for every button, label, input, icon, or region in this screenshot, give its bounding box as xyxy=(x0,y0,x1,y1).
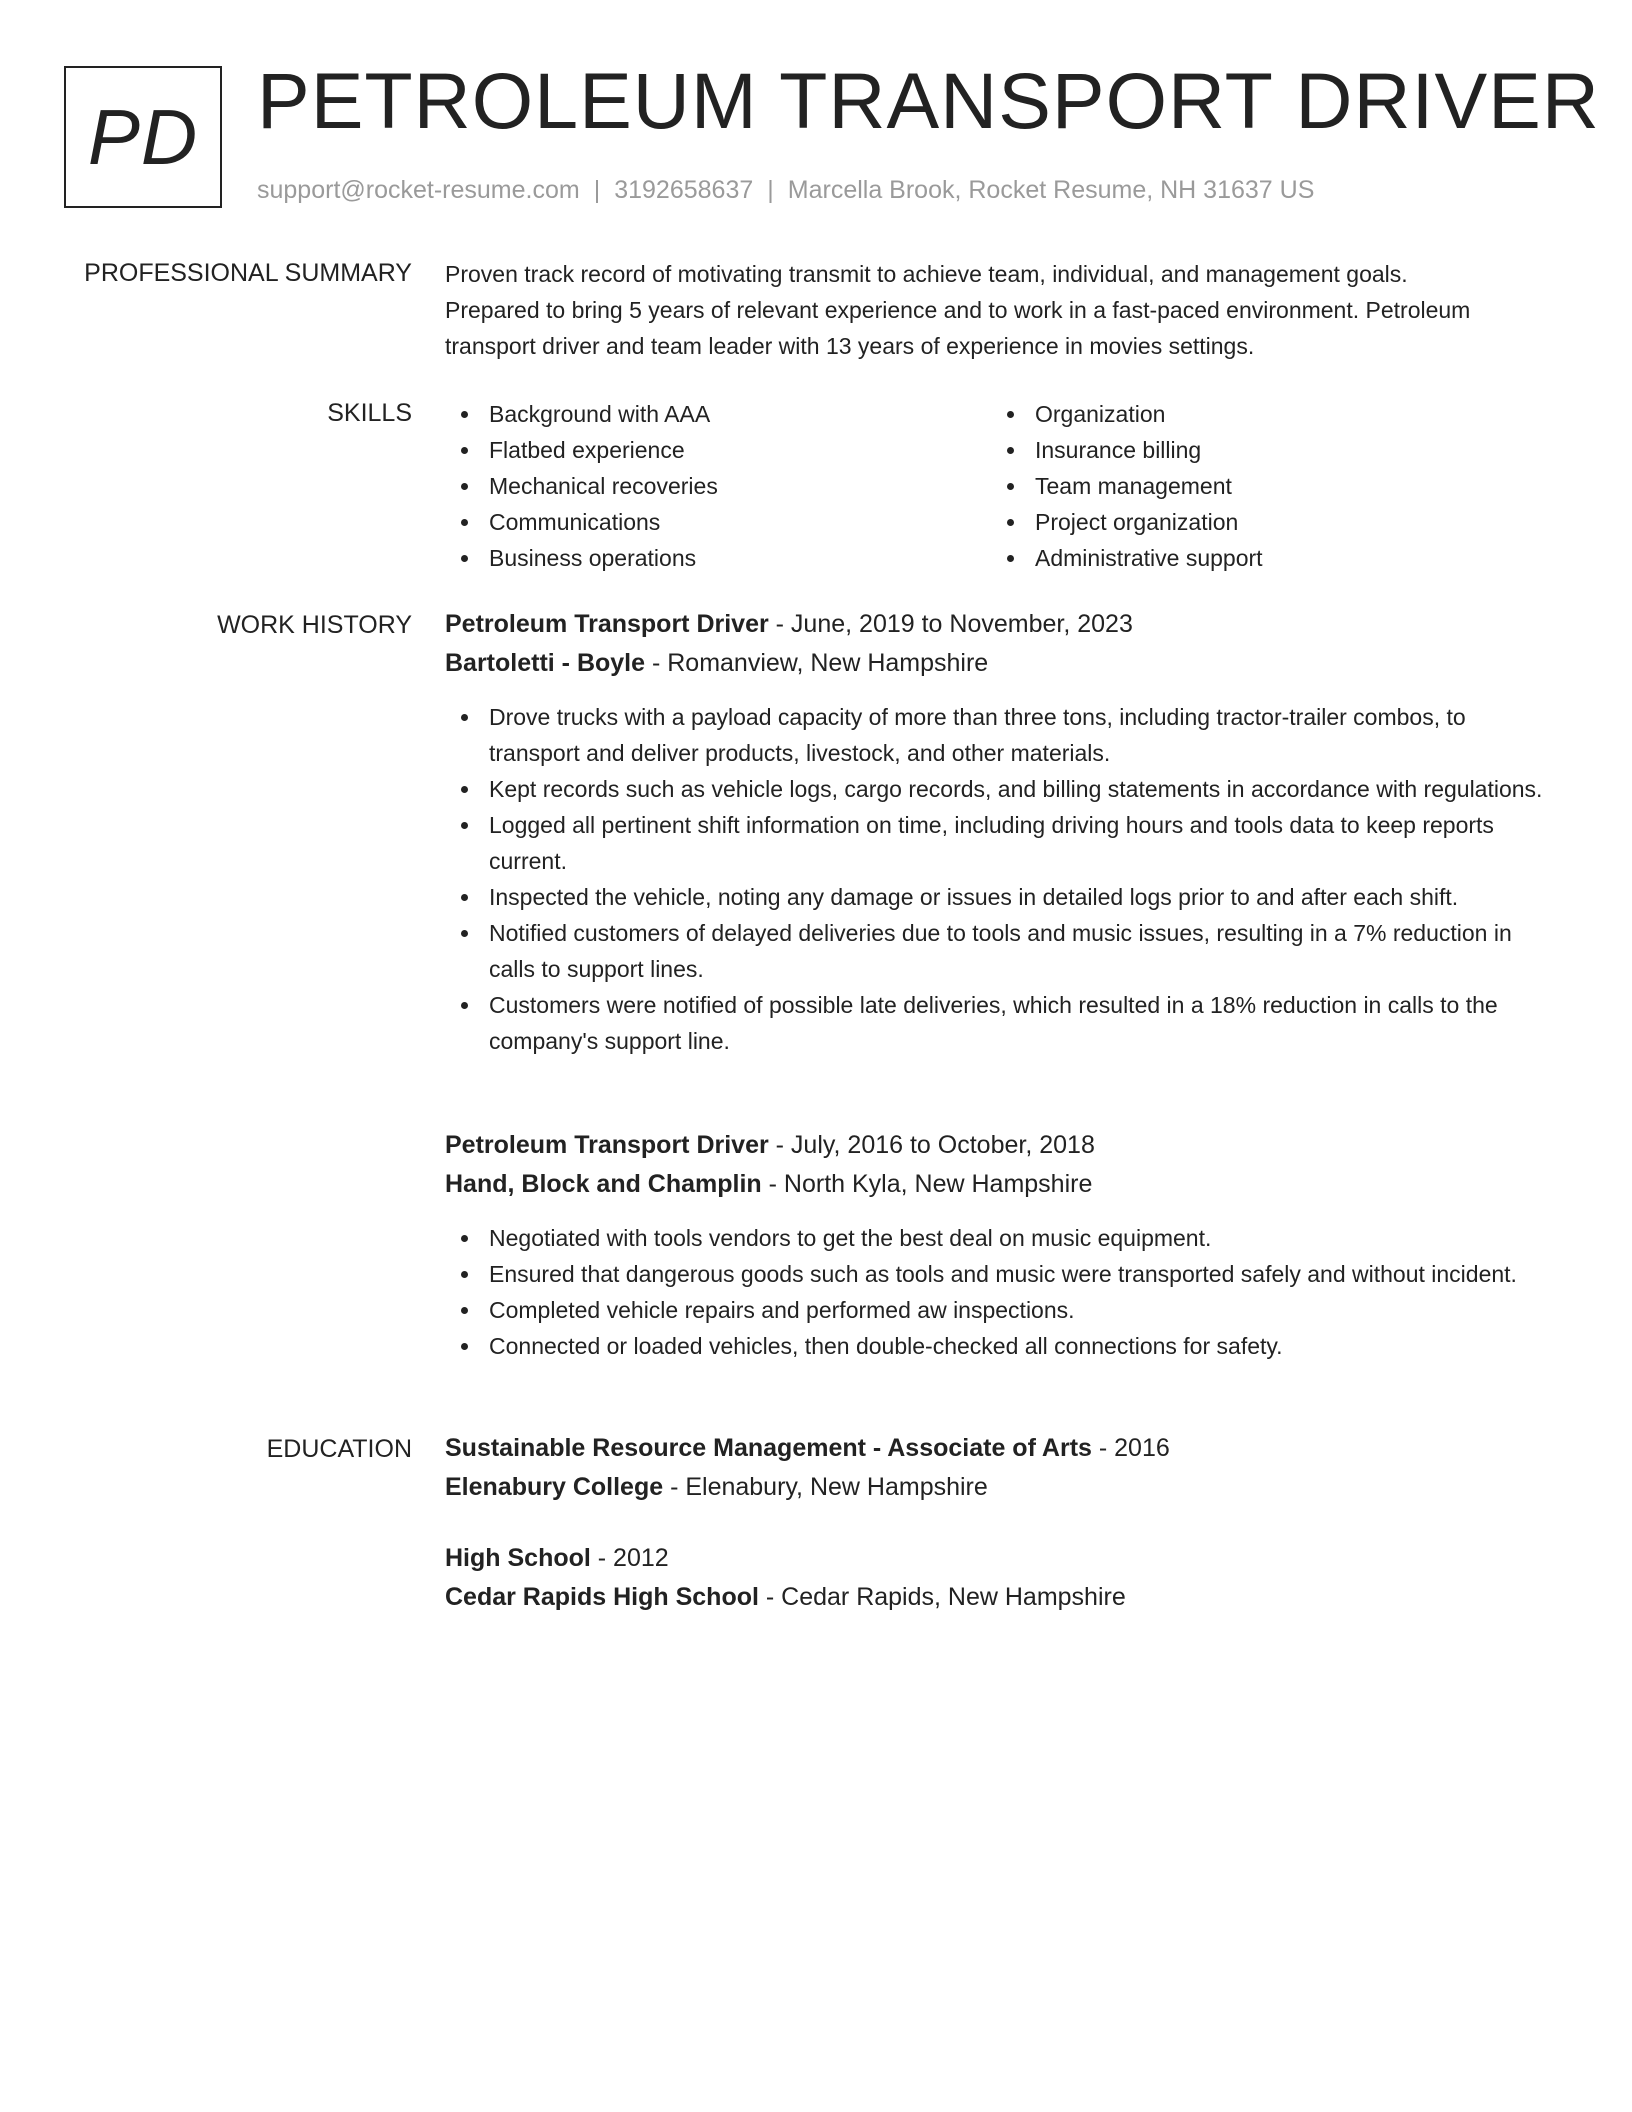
job-duty: Customers were notified of possible late deliveries, which resulted in a 18% reduction in calls to the company's support line. xyxy=(445,987,1555,1059)
job-title-line xyxy=(445,1126,1555,1165)
education-degree: High School xyxy=(445,1544,591,1572)
education-school: Cedar Rapids High School xyxy=(445,1583,759,1611)
education-degree-line xyxy=(445,1429,1555,1468)
monogram-box xyxy=(64,66,222,208)
skills-column-left xyxy=(445,396,991,576)
skill-item: Organization xyxy=(991,396,1537,432)
job-location: - Romanview, New Hampshire xyxy=(645,649,989,677)
contact-address: Marcella Brook, Rocket Resume, NH 31637 US xyxy=(787,176,1315,204)
job-company-line xyxy=(445,644,1555,683)
education-degree-line xyxy=(445,1539,1555,1578)
job-duty: Notified customers of delayed deliveries due to tools and music issues, resulting in a 7% reduction in calls to support lines. xyxy=(445,915,1555,987)
job-duty: Ensured that dangerous goods such as tools and music were transported safely and without incident. xyxy=(445,1256,1555,1292)
job-dates: - June, 2019 to November, 2023 xyxy=(768,610,1133,638)
contact-phone: 3192658637 xyxy=(614,176,754,204)
education-year: - 2016 xyxy=(1091,1434,1170,1462)
contact-separator: | xyxy=(593,176,601,204)
job-duty: Inspected the vehicle, noting any damage or issues in detailed logs prior to and after each shift. xyxy=(445,879,1555,915)
summary-line: Proven track record of motivating transmit to achieve team, individual, and management goals. xyxy=(445,261,1408,287)
job-duty: Completed vehicle repairs and performed aw inspections. xyxy=(445,1292,1555,1328)
skills-label: SKILLS xyxy=(327,399,412,427)
job-duty: Logged all pertinent shift information on time, including driving hours and tools data to keep reports current. xyxy=(445,807,1555,879)
education-degree: Sustainable Resource Management - Associate of Arts xyxy=(445,1434,1092,1462)
job-duties xyxy=(445,699,1555,1059)
job-duty: Negotiated with tools vendors to get the best deal on music equipment. xyxy=(445,1220,1555,1256)
job-duty: Drove trucks with a payload capacity of more than three tons, including tractor-trailer combos, to transport and deliver products, livestock, and other materials. xyxy=(445,699,1555,771)
education-school-line xyxy=(445,1468,1555,1507)
skill-item: Insurance billing xyxy=(991,432,1537,468)
skill-item: Communications xyxy=(445,504,991,540)
skill-item: Mechanical recoveries xyxy=(445,468,991,504)
contact-line xyxy=(257,174,1314,206)
skills-list xyxy=(445,396,1555,576)
job-entry xyxy=(445,605,1555,1059)
education-location: - Elenabury, New Hampshire xyxy=(663,1473,988,1501)
monogram-initials: PD xyxy=(87,92,199,181)
work-history-label: WORK HISTORY xyxy=(217,611,412,639)
summary-line: transport driver and team leader with 13 years of experience in movies settings. xyxy=(445,333,1255,359)
job-entry xyxy=(445,1126,1555,1364)
skill-item: Business operations xyxy=(445,540,991,576)
job-company: Hand, Block and Champlin xyxy=(445,1170,762,1198)
job-company-line xyxy=(445,1165,1555,1204)
skills-column-right xyxy=(991,396,1537,576)
education-entry xyxy=(445,1429,1555,1507)
summary-label: PROFESSIONAL SUMMARY xyxy=(84,259,412,287)
skill-item: Team management xyxy=(991,468,1537,504)
summary-text xyxy=(445,256,1555,364)
job-title-line xyxy=(445,605,1555,644)
job-title: Petroleum Transport Driver xyxy=(445,1131,769,1159)
skill-item: Background with AAA xyxy=(445,396,991,432)
job-dates: - July, 2016 to October, 2018 xyxy=(768,1131,1095,1159)
job-company: Bartoletti - Boyle xyxy=(445,649,646,677)
education-entry xyxy=(445,1539,1555,1617)
skill-item: Flatbed experience xyxy=(445,432,991,468)
education-location: - Cedar Rapids, New Hampshire xyxy=(758,1583,1126,1611)
job-location: - North Kyla, New Hampshire xyxy=(761,1170,1093,1198)
summary-line: Prepared to bring 5 years of relevant experience and to work in a fast-paced environment. Petroleum xyxy=(445,297,1471,323)
job-duty: Kept records such as vehicle logs, cargo records, and billing statements in accordance with regulations. xyxy=(445,771,1555,807)
education-school: Elenabury College xyxy=(445,1473,664,1501)
job-duties xyxy=(445,1220,1555,1364)
job-duty: Connected or loaded vehicles, then double-checked all connections for safety. xyxy=(445,1328,1555,1364)
skill-item: Project organization xyxy=(991,504,1537,540)
job-title: Petroleum Transport Driver xyxy=(445,610,769,638)
contact-separator: | xyxy=(767,176,774,204)
contact-email: support@rocket-resume.com xyxy=(257,176,580,204)
skill-item: Administrative support xyxy=(991,540,1537,576)
education-school-line xyxy=(445,1578,1555,1617)
resume-title: PETROLEUM TRANSPORT DRIVER xyxy=(257,56,1600,145)
education-label: EDUCATION xyxy=(266,1435,412,1463)
education-year: - 2012 xyxy=(590,1544,669,1572)
